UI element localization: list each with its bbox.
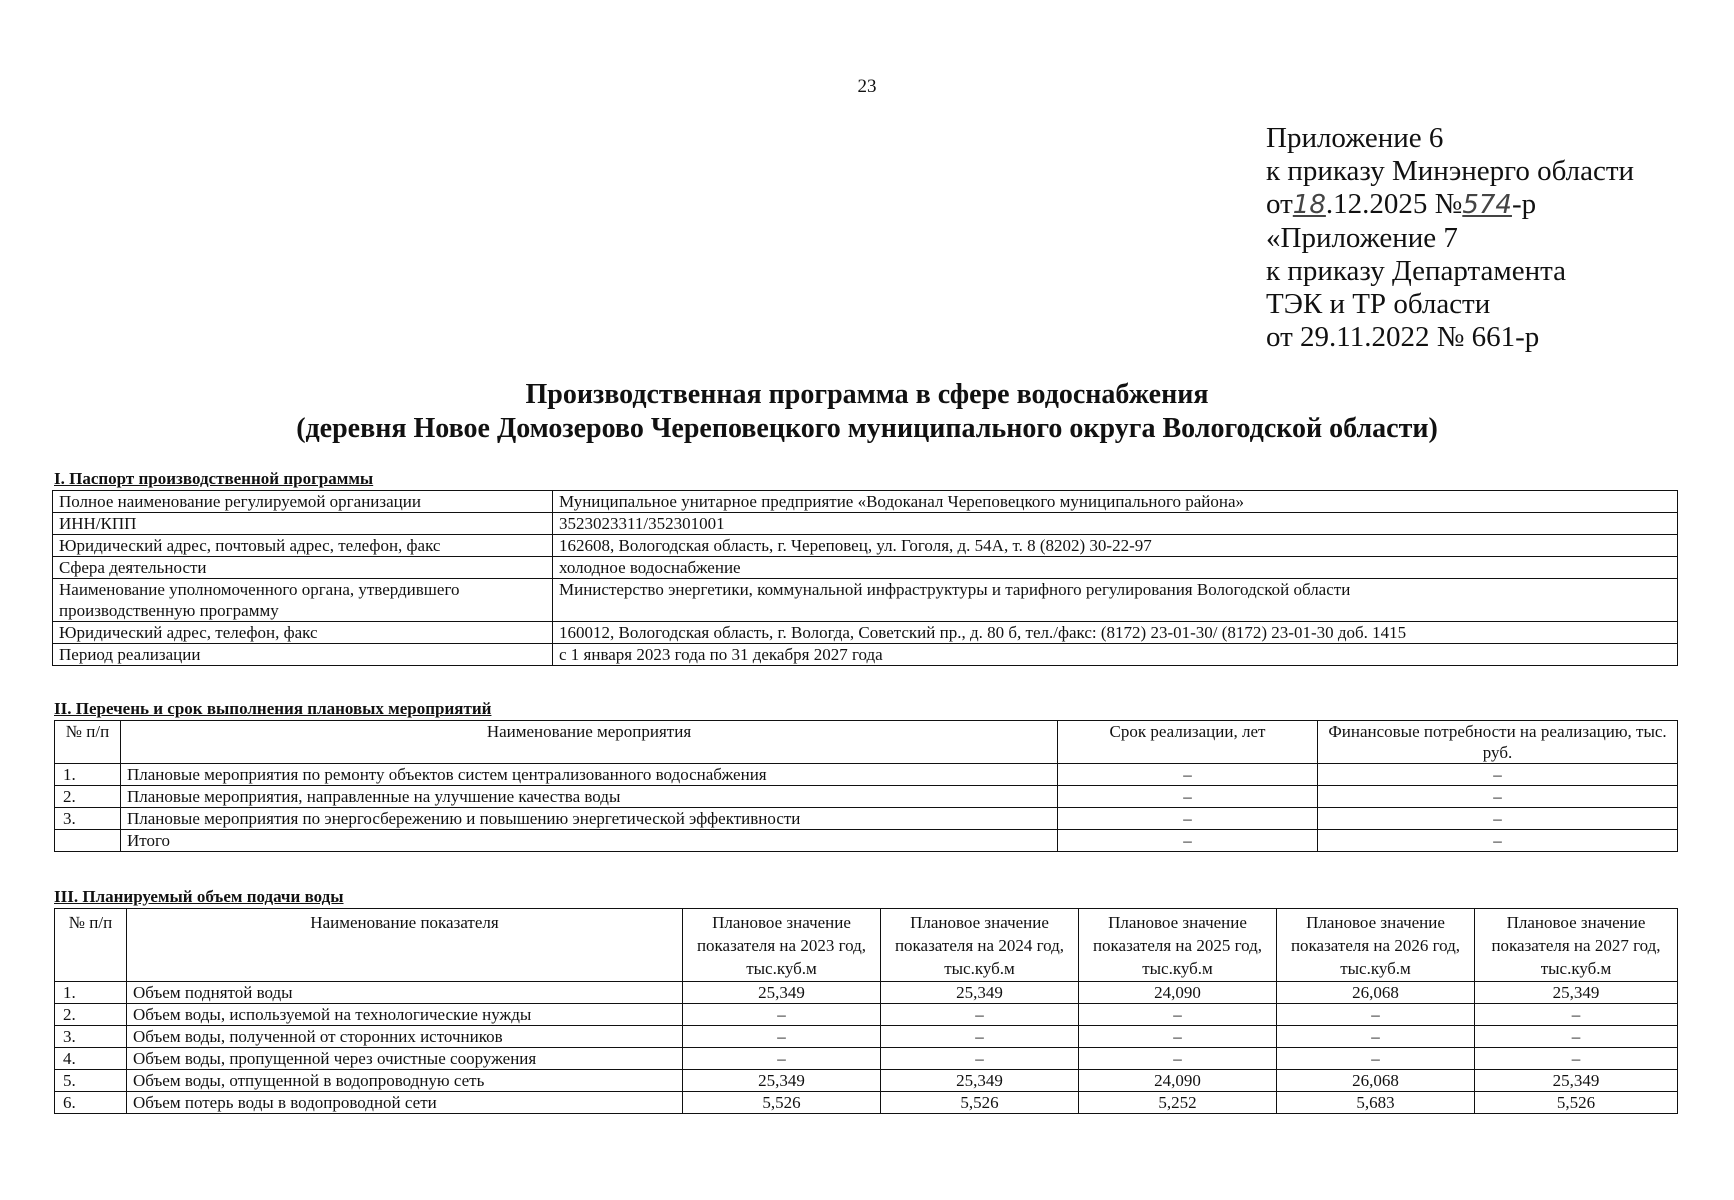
table-row — [53, 557, 1678, 579]
appendix-line: к приказу Минэнерго области — [1266, 155, 1635, 187]
row-value: – — [881, 1048, 1079, 1070]
row-value: Министерство энергетики, коммунальной инфраструктуры и тарифного регулирования Вологодской области — [553, 579, 1678, 622]
table-header-row — [55, 721, 1678, 764]
table-row — [55, 1026, 1678, 1048]
row-value: 25,349 — [1475, 982, 1678, 1004]
header-year-2026: Плановое значение показателя на 2026 год, тыс.куб.м — [1277, 909, 1475, 982]
row-value: с 1 января 2023 года по 31 декабря 2027 года — [553, 644, 1678, 666]
row-label: ИНН/КПП — [53, 513, 553, 535]
row-value: – — [683, 1004, 881, 1026]
row-value: – — [881, 1004, 1079, 1026]
row-name: Объем воды, используемой на технологические нужды — [127, 1004, 683, 1026]
appendix-block — [1266, 122, 1634, 354]
row-value: 25,349 — [683, 1070, 881, 1092]
row-num: 1. — [55, 982, 127, 1004]
row-num: 4. — [55, 1048, 127, 1070]
row-term: – — [1058, 808, 1318, 830]
row-num — [55, 830, 121, 852]
row-name: Итого — [121, 830, 1058, 852]
table-row — [55, 764, 1678, 786]
appendix-date-line — [1266, 188, 1634, 222]
appendix-line: к приказу Департамента — [1266, 255, 1567, 287]
table-row — [55, 1092, 1678, 1114]
row-value: – — [1079, 1004, 1277, 1026]
row-value: 24,090 — [1079, 982, 1277, 1004]
header-year-2025: Плановое значение показателя на 2025 год, тыс.куб.м — [1079, 909, 1277, 982]
row-finance: – — [1318, 808, 1678, 830]
row-value: – — [1475, 1048, 1678, 1070]
row-name: Объем воды, пропущенной через очистные сооружения — [127, 1048, 683, 1070]
row-num: 1. — [55, 764, 121, 786]
table-row — [55, 982, 1678, 1004]
row-num: 6. — [55, 1092, 127, 1114]
row-label: Наименование уполномоченного органа, утвердившего производственную программу — [53, 579, 553, 622]
row-finance: – — [1318, 786, 1678, 808]
row-value: – — [1079, 1026, 1277, 1048]
table-row — [53, 513, 1678, 535]
row-value: – — [1475, 1026, 1678, 1048]
header-num: № п/п — [55, 909, 127, 982]
appendix-line: Приложение 6 — [1266, 122, 1444, 154]
table-row — [55, 1004, 1678, 1026]
row-value: – — [683, 1048, 881, 1070]
table-row — [53, 535, 1678, 557]
header-indicator: Наименование показателя — [127, 909, 683, 982]
row-value: холодное водоснабжение — [553, 557, 1678, 579]
row-value: 5,526 — [683, 1092, 881, 1114]
appendix-line: «Приложение 7 — [1266, 222, 1458, 254]
row-value: 26,068 — [1277, 1070, 1475, 1092]
row-value: 5,526 — [881, 1092, 1079, 1114]
table-row — [55, 808, 1678, 830]
section-2-heading: II. Перечень и срок выполнения плановых мероприятий — [54, 699, 492, 718]
row-label: Сфера деятельности — [53, 557, 553, 579]
row-value: 162608, Вологодская область, г. Череповец, ул. Гоголя, д. 54А, т. 8 (8202) 30-22-97 — [553, 535, 1678, 557]
row-value: 26,068 — [1277, 982, 1475, 1004]
row-value: 25,349 — [683, 982, 881, 1004]
row-value: 25,349 — [1475, 1070, 1678, 1092]
row-finance: – — [1318, 830, 1678, 852]
row-value: 5,526 — [1475, 1092, 1678, 1114]
document-title: Производственная программа в сфере водоснабжения — [525, 379, 1209, 410]
row-value: – — [1277, 1048, 1475, 1070]
water-volume-table — [54, 908, 1678, 1114]
row-value: – — [1277, 1004, 1475, 1026]
row-name: Объем воды, отпущенной в водопроводную сеть — [127, 1070, 683, 1092]
row-value: 5,683 — [1277, 1092, 1475, 1114]
row-value: – — [881, 1026, 1079, 1048]
row-term: – — [1058, 786, 1318, 808]
measures-table — [54, 720, 1678, 852]
table-row — [55, 1048, 1678, 1070]
appendix-date-prefix: от — [1266, 188, 1293, 220]
table-row — [55, 786, 1678, 808]
row-value: – — [683, 1026, 881, 1048]
row-value: – — [1079, 1048, 1277, 1070]
row-value: 5,252 — [1079, 1092, 1277, 1114]
table-row — [55, 830, 1678, 852]
row-num: 3. — [55, 1026, 127, 1048]
appendix-line: ТЭК и ТР области — [1266, 288, 1491, 320]
row-num: 3. — [55, 808, 121, 830]
table-row — [53, 579, 1678, 622]
row-value: 24,090 — [1079, 1070, 1277, 1092]
header-year-2027: Плановое значение показателя на 2027 год, тыс.куб.м — [1475, 909, 1678, 982]
row-name: Плановые мероприятия по энергосбережению и повышению энергетической эффективности — [121, 808, 1058, 830]
handwritten-number: 574 — [1462, 190, 1512, 220]
row-term: – — [1058, 764, 1318, 786]
header-finance: Финансовые потребности на реализацию, тыс. руб. — [1318, 721, 1678, 764]
table-row — [55, 1070, 1678, 1092]
section-1-heading: I. Паспорт производственной программы — [54, 469, 374, 488]
row-label: Юридический адрес, почтовый адрес, телефон, факс — [53, 535, 553, 557]
table-row — [53, 491, 1678, 513]
table-row — [53, 644, 1678, 666]
row-value: 3523023311/352301001 — [553, 513, 1678, 535]
appendix-date-suffix: -р — [1511, 188, 1537, 220]
row-term: – — [1058, 830, 1318, 852]
header-num: № п/п — [55, 721, 121, 764]
row-value: 25,349 — [881, 1070, 1079, 1092]
row-value: 25,349 — [881, 982, 1079, 1004]
header-year-2023: Плановое значение показателя на 2023 год, тыс.куб.м — [683, 909, 881, 982]
row-value: Муниципальное унитарное предприятие «Водоканал Череповецкого муниципального района» — [553, 491, 1678, 513]
row-name: Плановые мероприятия по ремонту объектов систем централизованного водоснабжения — [121, 764, 1058, 786]
document-subtitle: (деревня Новое Домозерово Череповецкого муниципального округа Вологодской области) — [296, 413, 1438, 444]
row-name: Объем воды, полученной от сторонних источников — [127, 1026, 683, 1048]
row-label: Полное наименование регулируемой организации — [53, 491, 553, 513]
row-num: 2. — [55, 1004, 127, 1026]
passport-table — [52, 490, 1678, 666]
table-row — [53, 622, 1678, 644]
table-header-row — [55, 909, 1678, 982]
header-term: Срок реализации, лет — [1058, 721, 1318, 764]
appendix-date-mid: .12.2025 № — [1325, 188, 1463, 220]
handwritten-day: 18 — [1292, 190, 1326, 220]
row-finance: – — [1318, 764, 1678, 786]
section-3-heading: III. Планируемый объем подачи воды — [54, 887, 344, 906]
row-value: – — [1277, 1026, 1475, 1048]
appendix-line: от 29.11.2022 № 661-р — [1266, 321, 1540, 353]
row-label: Юридический адрес, телефон, факс — [53, 622, 553, 644]
row-num: 5. — [55, 1070, 127, 1092]
header-name: Наименование мероприятия — [121, 721, 1058, 764]
row-name: Объем потерь воды в водопроводной сети — [127, 1092, 683, 1114]
page-number: 23 — [857, 76, 877, 97]
header-year-2024: Плановое значение показателя на 2024 год, тыс.куб.м — [881, 909, 1079, 982]
row-name: Плановые мероприятия, направленные на улучшение качества воды — [121, 786, 1058, 808]
row-num: 2. — [55, 786, 121, 808]
row-value: 160012, Вологодская область, г. Вологда, Советский пр., д. 80 б, тел./факс: (8172) 23-01-30/ (8172) 23-01-30 доб. 1415 — [553, 622, 1678, 644]
row-name: Объем поднятой воды — [127, 982, 683, 1004]
row-value: – — [1475, 1004, 1678, 1026]
row-label: Период реализации — [53, 644, 553, 666]
